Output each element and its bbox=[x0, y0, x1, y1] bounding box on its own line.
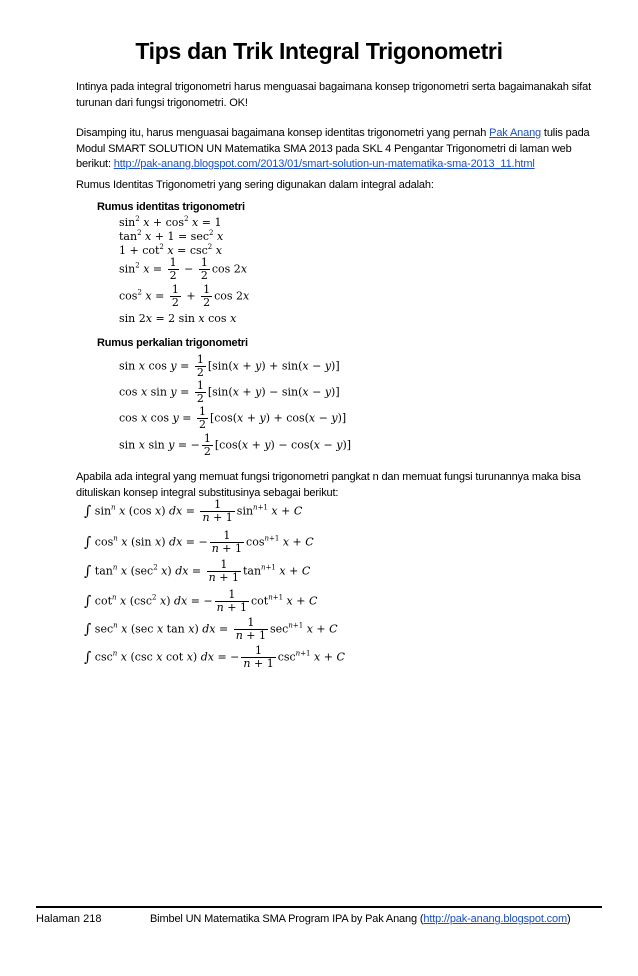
formula-intro-paragraph: Rumus Identitas Trigonometri yang sering digunakan dalam integral adalah: bbox=[76, 179, 434, 191]
integral-cot-power: ∫ $\cot^n x$ ($\csc^2$ x) dx = − $\frac{1}{n + 1}$ $\cot^{n+1} x + C$ bbox=[84, 588, 318, 614]
integral-sec-power: ∫ $\sec^n x$ (sec x tan x) dx = $\frac{1}{n + 1}$ $\sec^{n+1} x + C$ bbox=[84, 616, 338, 642]
formula-sin-double: sin 2x = 2 sin x cos x bbox=[119, 312, 237, 325]
formula-cot-csc: $1 + \cot^2 x = \csc^2 x$ bbox=[119, 243, 222, 257]
footer-text: Bimbel UN Matematika SMA Program IPA by Pak Anang ( bbox=[150, 913, 424, 925]
formula-cos-squared: $\cos^2 x$ = $\frac{1}{2}$ + $\frac{1}{2}$ cos 2x bbox=[119, 283, 250, 309]
page-number: Halaman 218 bbox=[36, 913, 102, 925]
author-link[interactable]: Pak Anang bbox=[489, 127, 542, 139]
intro-paragraph: Intinya pada integral trigonometri harus menguasai bagaimana konsep trigonometri serta bagaimanakah sifat turunan dari fungsi trigonometri. OK! bbox=[76, 81, 592, 109]
formula-tan-sec: $\tan^2 x + 1 = \sec^2 x$ bbox=[119, 229, 224, 243]
substitution-paragraph: Apabila ada integral yang memuat fungsi trigonometri pangkat n dan memuat fungsi turunannya maka bisa dituliskan konsep integral substitusinya sebagai berikut: bbox=[76, 471, 581, 499]
footer-divider bbox=[36, 906, 602, 908]
identity-heading: Rumus identitas trigonometri bbox=[97, 201, 245, 213]
product-heading: Rumus perkalian trigonometri bbox=[97, 337, 248, 349]
formula-cos-cos: cos x cos y = $\frac{1}{2}$ [cos(x + y) + cos(x − y)] bbox=[119, 405, 347, 431]
integral-tan-power: ∫ $\tan^n x$ ($\sec^2$ x) dx = $\frac{1}{n + 1}$ $\tan^{n+1} x + C$ bbox=[84, 558, 311, 584]
footer-credit bbox=[150, 913, 571, 925]
integral-sin-power: ∫ $\sin^n x$ (cos x) dx = $\frac{1}{n + 1}$ $\sin^{n+1} x + C$ bbox=[84, 498, 303, 524]
formula-cos-sin: cos x sin y = $\frac{1}{2}$ [sin(x + y) − sin(x − y)] bbox=[119, 379, 340, 405]
footer-url-link[interactable]: http://pak-anang.blogspot.com bbox=[423, 913, 568, 925]
page-title: Tips dan Trik Integral Trigonometri bbox=[135, 38, 503, 64]
formula-sin-sin: sin x sin y = − $\frac{1}{2}$ [cos(x + y) − cos(x − y)] bbox=[119, 432, 352, 458]
identity-paragraph bbox=[76, 126, 596, 173]
integral-cos-power: ∫ $\cos^n x$ (sin x) dx = − $\frac{1}{n + 1}$ $\cos^{n+1} x + C$ bbox=[84, 529, 314, 555]
formula-pythagorean: $\sin^2 x + \cos^2 x = 1$ bbox=[119, 215, 222, 229]
footer-close: ) bbox=[567, 913, 571, 925]
para2-text-middle: tulis pada Modul SMART SOLUTION UN Matematika SMA 2013 pada SKL 4 Pengantar Trigonometri di laman web berikut: bbox=[76, 127, 590, 170]
integral-csc-power: ∫ $\csc^n x$ (csc x cot x) dx = − $\frac{1}{n + 1}$ $\csc^{n+1} x + C$ bbox=[84, 644, 345, 670]
module-url-link[interactable]: http://pak-anang.blogspot.com/2013/01/smart-solution-un-matematika-sma-2013_11.html bbox=[113, 158, 535, 170]
formula-sin-cos: sin x cos y = $\frac{1}{2}$ [sin(x + y) + sin(x − y)] bbox=[119, 353, 340, 379]
para2-text-before: Disamping itu, harus menguasai bagaimana konsep identitas trigonometri yang pernah bbox=[76, 127, 490, 139]
formula-sin-squared: $\sin^2 x$ = $\frac{1}{2}$ − $\frac{1}{2}$ cos 2x bbox=[119, 256, 248, 282]
